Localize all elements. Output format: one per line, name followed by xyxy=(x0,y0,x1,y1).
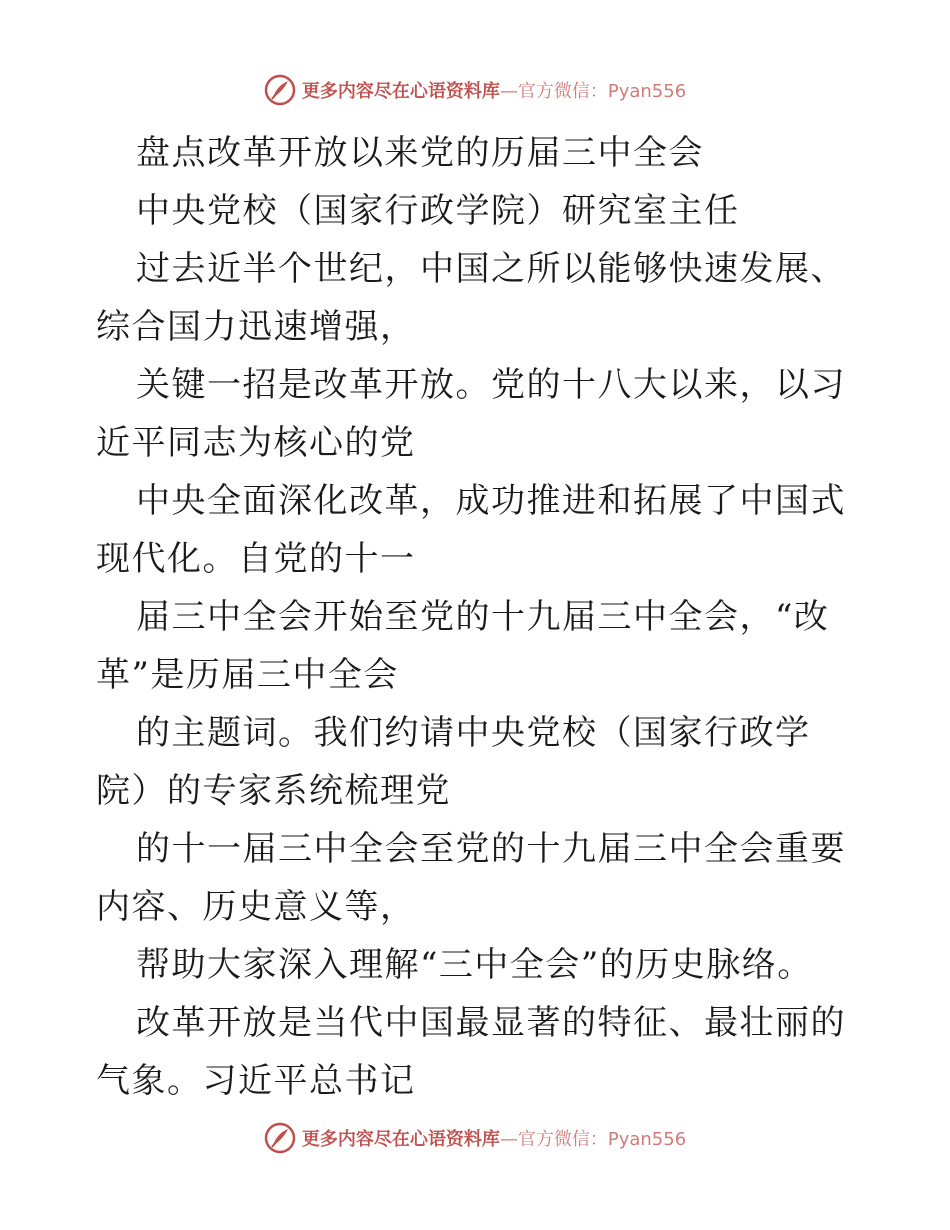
footer-watermark-banner xyxy=(0,1118,950,1158)
header-watermark-banner xyxy=(0,70,950,110)
paragraph: 盘点改革开放以来党的历届三中全会 xyxy=(136,133,704,173)
paragraph: 中央全面深化改革，成功推进和拓展了中国式现代化。自党的十一 xyxy=(96,481,846,579)
paragraph: 关键一招是改革开放。党的十八大以来，以习近平同志为核心的党 xyxy=(96,365,846,463)
paragraph: 届三中全会开始至党的十九届三中全会，“改革”是历届三中全会 xyxy=(96,597,830,695)
paragraph: 的十一届三中全会至党的十九届三中全会重要内容、历史意义等， xyxy=(96,829,846,927)
paragraph: 的主题词。我们约请中央党校（国家行政学院）的专家系统梳理党 xyxy=(96,713,811,811)
paragraph: 过去近半个世纪，中国之所以能够快速发展、综合国力迅速增强， xyxy=(96,249,846,347)
paragraph: 改革开放是当代中国最显著的特征、最壮丽的气象。习近平总书记 xyxy=(96,1003,846,1101)
header-watermark-text: 更多内容尽在心语资料库—官方微信：Pyan556 xyxy=(301,81,687,102)
feather-pen-logo-icon xyxy=(264,1122,296,1154)
feather-pen-logo-icon xyxy=(264,74,296,106)
footer-watermark-text: 更多内容尽在心语资料库—官方微信：Pyan556 xyxy=(301,1129,687,1150)
paragraph: 帮助大家深入理解“三中全会”的历史脉络。 xyxy=(136,945,813,985)
paragraph: 中央党校（国家行政学院）研究室主任 xyxy=(136,191,740,231)
document-body xyxy=(96,124,856,1110)
